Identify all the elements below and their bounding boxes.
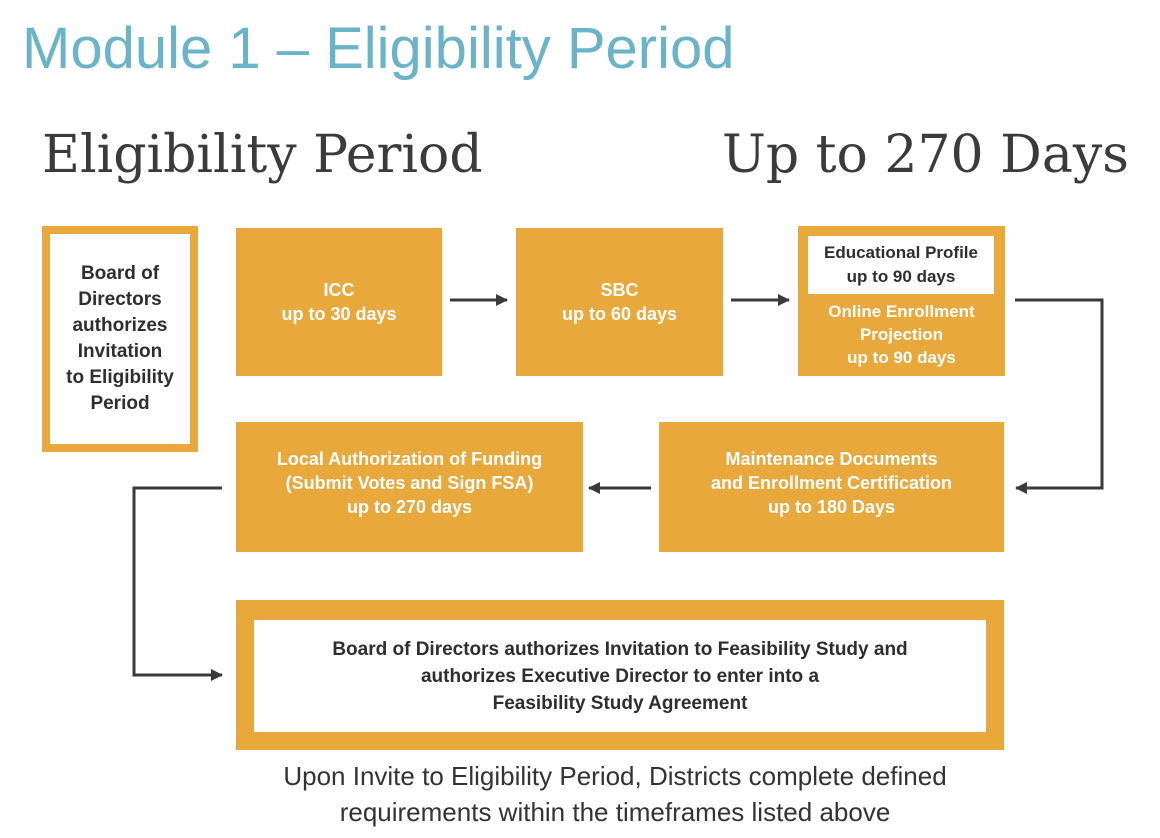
feasibility-line: authorizes Executive Director to enter into a [420,665,820,687]
slide-title: Module 1 – Eligibility Period [22,16,735,81]
sbc-label: SBC [600,280,639,300]
educational-profile-label: Educational Profile [824,243,978,262]
connector-funding-to-feasibility [134,488,222,675]
board-invite-line: Board of [80,263,160,284]
board-invite-line: to Eligibility [66,367,174,388]
board-invite-line: Directors [78,289,162,310]
online-enrollment-line: Online Enrollment [828,301,975,321]
duration-heading: Up to 270 Days [722,125,1129,185]
maintenance-line: Maintenance Documents [725,449,938,469]
footer-line: requirements within the timeframes listed above [339,797,891,827]
connector-profile-to-maintenance [1015,300,1102,488]
online-enrollment-line: up to 90 days [847,347,956,367]
feasibility-line: Board of Directors authorizes Invitation to Feasibility Study and [332,638,908,660]
period-heading: Eligibility Period [42,125,483,185]
board-invite-line: authorizes [72,315,168,336]
board-invite-line: Period [90,393,150,414]
maintenance-line: up to 180 Days [767,497,896,517]
local-funding-line: (Submit Votes and Sign FSA) [285,473,534,493]
online-enrollment-line: Projection [859,324,944,344]
footer-caption [0,758,1160,830]
footer-line: Upon Invite to Eligibility Period, Districts complete defined [283,761,947,791]
local-funding-line: up to 270 days [346,497,473,517]
sbc-duration: up to 60 days [561,304,678,324]
icc-label: ICC [323,280,355,300]
maintenance-line: and Enrollment Certification [710,473,953,493]
board-invite-line: Invitation [77,341,163,362]
educational-profile-duration: up to 90 days [846,267,956,286]
icc-duration: up to 30 days [281,304,397,324]
local-funding-line: Local Authorization of Funding [276,449,543,469]
feasibility-line: Feasibility Study Agreement [492,692,748,714]
